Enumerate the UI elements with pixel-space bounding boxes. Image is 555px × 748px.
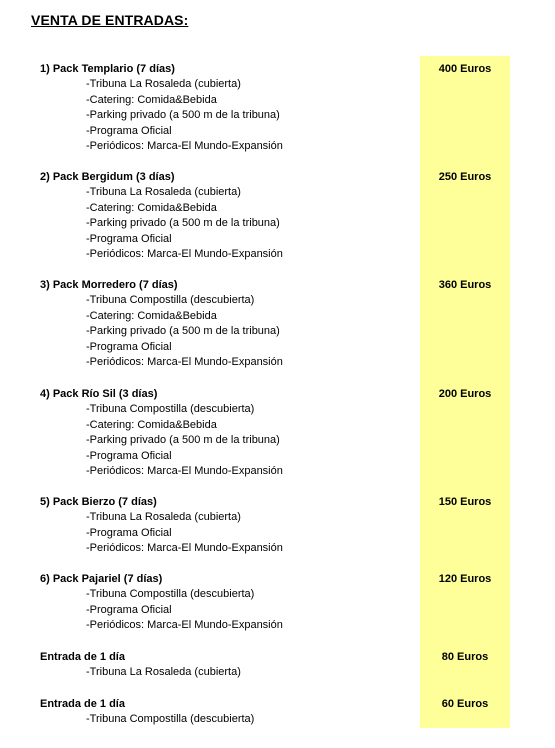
pack-header xyxy=(40,495,510,510)
pack-price: 250 Euros xyxy=(438,171,492,183)
pack-header xyxy=(40,387,510,402)
pack-item xyxy=(40,387,510,480)
pack-name: Entrada de 1 día xyxy=(40,651,125,663)
pack-feature: -Parking privado (a 500 m de la tribuna) xyxy=(86,325,280,337)
pack-header xyxy=(40,62,510,77)
pack-feature: -Periódicos: Marca-El Mundo-Expansión xyxy=(86,140,283,152)
pack-feature: -Programa Oficial xyxy=(86,603,172,616)
pack-name: Entrada de 1 día xyxy=(40,698,125,710)
pack-name: 4) Pack Río Sil (3 días) xyxy=(40,388,158,400)
pack-features xyxy=(40,402,510,480)
pack-item xyxy=(40,572,510,634)
pack-price: 200 Euros xyxy=(438,388,492,400)
pack-feature: -Periódicos: Marca-El Mundo-Expansión xyxy=(86,542,283,554)
pack-header xyxy=(40,170,510,185)
pack-feature: -Tribuna Compostilla (descubierta) xyxy=(86,713,255,725)
pack-feature: -Periódicos: Marca-El Mundo-Expansión xyxy=(86,465,283,477)
pack-feature: -Tribuna La Rosaleda (cubierta) xyxy=(86,511,241,523)
pack-price: 80 Euros xyxy=(441,651,489,663)
pack-feature: -Parking privado (a 500 m de la tribuna) xyxy=(86,217,280,229)
pack-header xyxy=(40,572,510,587)
pack-feature: -Tribuna La Rosaleda (cubierta) xyxy=(86,78,241,90)
pack-feature: -Catering: Comida&Bebida xyxy=(86,309,217,322)
pack-header xyxy=(40,278,510,293)
pack-header xyxy=(40,697,510,712)
pack-feature: -Programa Oficial xyxy=(86,340,172,353)
pack-feature: -Periódicos: Marca-El Mundo-Expansión xyxy=(86,248,283,260)
pack-feature: -Programa Oficial xyxy=(86,232,172,245)
pack-feature: -Periódicos: Marca-El Mundo-Expansión xyxy=(86,356,283,368)
pack-feature: -Tribuna La Rosaleda (cubierta) xyxy=(86,186,241,198)
pack-feature: -Programa Oficial xyxy=(86,124,172,137)
pack-item xyxy=(40,278,510,371)
pack-price: 150 Euros xyxy=(438,496,492,508)
pack-item xyxy=(40,650,510,681)
page-title: VENTA DE ENTRADAS: xyxy=(31,12,189,28)
pack-features xyxy=(40,510,510,557)
pack-features xyxy=(40,665,510,681)
pack-name: 5) Pack Bierzo (7 días) xyxy=(40,496,157,508)
pack-name: 1) Pack Templario (7 días) xyxy=(40,63,175,75)
pack-name: 3) Pack Morredero (7 días) xyxy=(40,279,178,291)
pack-feature: -Programa Oficial xyxy=(86,449,172,462)
pack-item xyxy=(40,495,510,557)
pack-item xyxy=(40,697,510,728)
pack-name: 6) Pack Pajariel (7 días) xyxy=(40,573,163,585)
pack-feature: -Programa Oficial xyxy=(86,526,172,539)
pack-price: 400 Euros xyxy=(438,63,492,75)
pack-feature: -Parking privado (a 500 m de la tribuna) xyxy=(86,109,280,121)
pack-feature: -Catering: Comida&Bebida xyxy=(86,418,217,431)
pack-feature: -Tribuna La Rosaleda (cubierta) xyxy=(86,666,241,678)
pack-feature: -Catering: Comida&Bebida xyxy=(86,93,217,106)
pack-price: 120 Euros xyxy=(438,573,492,585)
pack-features xyxy=(40,77,510,155)
pack-price: 60 Euros xyxy=(441,698,489,710)
pack-feature: -Parking privado (a 500 m de la tribuna) xyxy=(86,434,280,446)
pack-name: 2) Pack Bergidum (3 días) xyxy=(40,171,175,183)
pack-features xyxy=(40,185,510,263)
pack-item xyxy=(40,62,510,155)
pack-feature: -Catering: Comida&Bebida xyxy=(86,201,217,214)
pack-price: 360 Euros xyxy=(438,279,492,291)
pack-features xyxy=(40,293,510,371)
pack-feature: -Tribuna Compostilla (descubierta) xyxy=(86,294,255,306)
pack-feature: -Tribuna Compostilla (descubierta) xyxy=(86,403,255,415)
pack-item xyxy=(40,170,510,263)
pack-feature: -Tribuna Compostilla (descubierta) xyxy=(86,588,255,600)
pack-feature: -Periódicos: Marca-El Mundo-Expansión xyxy=(86,619,283,631)
pack-features xyxy=(40,587,510,634)
pack-header xyxy=(40,650,510,665)
pack-features xyxy=(40,712,510,728)
